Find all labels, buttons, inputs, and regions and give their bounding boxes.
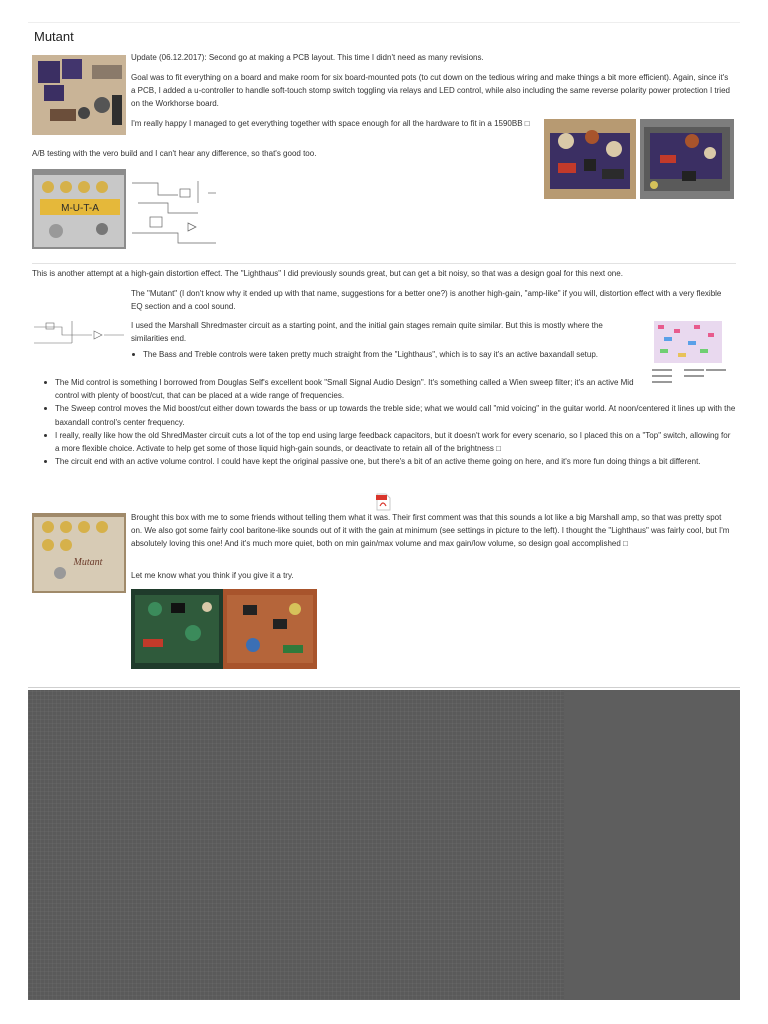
paragraph-ab-testing: A/B testing with the vero build and I can't hear any difference, so that's good too. <box>32 149 317 158</box>
paragraph-mutant-description: The "Mutant" (I don't know why it ended up with that name, suggestions for a better one?) is another high-gain, "amp-like" if you will, distortion effect with a very flexible EQ section and a cool sound. <box>131 289 722 312</box>
list-item: I really, really like how the old ShredMaster circuit cuts a lot of the top end using large feedback capacitors, but it doesn't work for every scenario, so I placed this on a "Top" switch, allowing for a more flexible choice. Activate to help get some of those liquid high-gain sounds, or deactivate to retain all of the brightness □ <box>32 429 736 455</box>
article-title: Mutant <box>34 29 74 44</box>
eq-features-list-cont <box>32 376 736 468</box>
photo-parts-pcb[interactable] <box>32 55 126 135</box>
svg-text:M-U-T-A: M-U-T-A <box>61 203 99 214</box>
list-item: The Sweep control moves the Mid boost/cut either down towards the bass or up towards the treble side; what we would call "mid voicing" in the guitar world. At noon/centered it lines up with the baxandall control's center frequency. <box>32 402 736 428</box>
paragraph-happy: I'm really happy I managed to get everything together with space enough for all the hardware to fit in a 1590BB □ <box>131 119 530 128</box>
photo-pcb-closeup-2[interactable] <box>223 589 317 669</box>
dark-background-panel <box>28 690 740 1000</box>
paragraph-update: Update (06.12.2017): Second go at making a PCB layout. This time I didn't need as many revisions. <box>131 53 484 62</box>
paragraph-friends-test: Brought this box with me to some friends without telling them what it was. Their first comment was that this sounds a lot like a big Marshall amp, so that was pretty spot on. We also got some fairly cool baritone-like sounds out of it with the gain at minimum (see settings in picture to the left). I thought the "Lighthaus" was fairly cool, but I'm absolutely loving this one! And it's much more quiet, both on min gain/max volume and max gain/low volume, so design goal accomplished □ <box>131 513 730 549</box>
divider <box>32 263 736 264</box>
list-item: The Mid control is something I borrowed from Douglas Self's excellent book "Small Signal Audio Design". It's something called a Wien sweep filter; it's an active Mid control with plenty of boost/cut, that can be placed at a wide range of frequencies. <box>32 376 635 402</box>
paragraph-goal: Goal was to fit everything on a board and make room for six board-mounted pots (to cut down on the tedious wiring and make things a bit more efficient). Again, since it's a PCB, I added a u-controller to handle soft-touch stomp switch toggling via relays and LED control, while also including the same reverse polarity power protection I tried on the Workhorse board. <box>131 73 730 109</box>
photo-mutant-pedal-top[interactable] <box>32 169 126 249</box>
pdf-file-icon[interactable] <box>374 493 392 511</box>
paragraph-shredmaster: I used the Marshall Shredmaster circuit as a starting point, and the initial gain stages remain quite similar. But this is mostly where the similarities end. <box>131 321 603 344</box>
schematic-thumbnail[interactable] <box>128 173 220 251</box>
article-page <box>28 22 740 688</box>
svg-text:Mutant: Mutant <box>73 557 103 568</box>
photo-pcb-enclosure-2[interactable] <box>640 119 734 199</box>
schematic-gain-stage[interactable] <box>32 313 126 353</box>
photo-mutant-pedal-settings[interactable] <box>32 513 126 593</box>
paragraph-let-me-know: Let me know what you think if you give it a try. <box>131 571 294 580</box>
eq-features-list <box>120 348 640 361</box>
list-item: The circuit end with an active volume control. I could have kept the original passive one, but there's a bit of an active theme going on here, and it's more fun doing things a bit different. <box>32 455 736 468</box>
list-item: The Bass and Treble controls were taken pretty much straight from the "Lighthaus", which is to say it's an active baxandall setup. <box>120 348 640 361</box>
photo-pcb-enclosure-1[interactable] <box>544 119 636 199</box>
dark-panel-edge <box>564 690 740 1000</box>
paragraph-intro-highgain: This is another attempt at a high-gain distortion effect. The "Lighthaus" I did previously sounds great, but can get a bit noisy, so that was a design goal for this next one. <box>32 269 623 278</box>
photo-pcb-closeup-1[interactable] <box>131 589 223 669</box>
